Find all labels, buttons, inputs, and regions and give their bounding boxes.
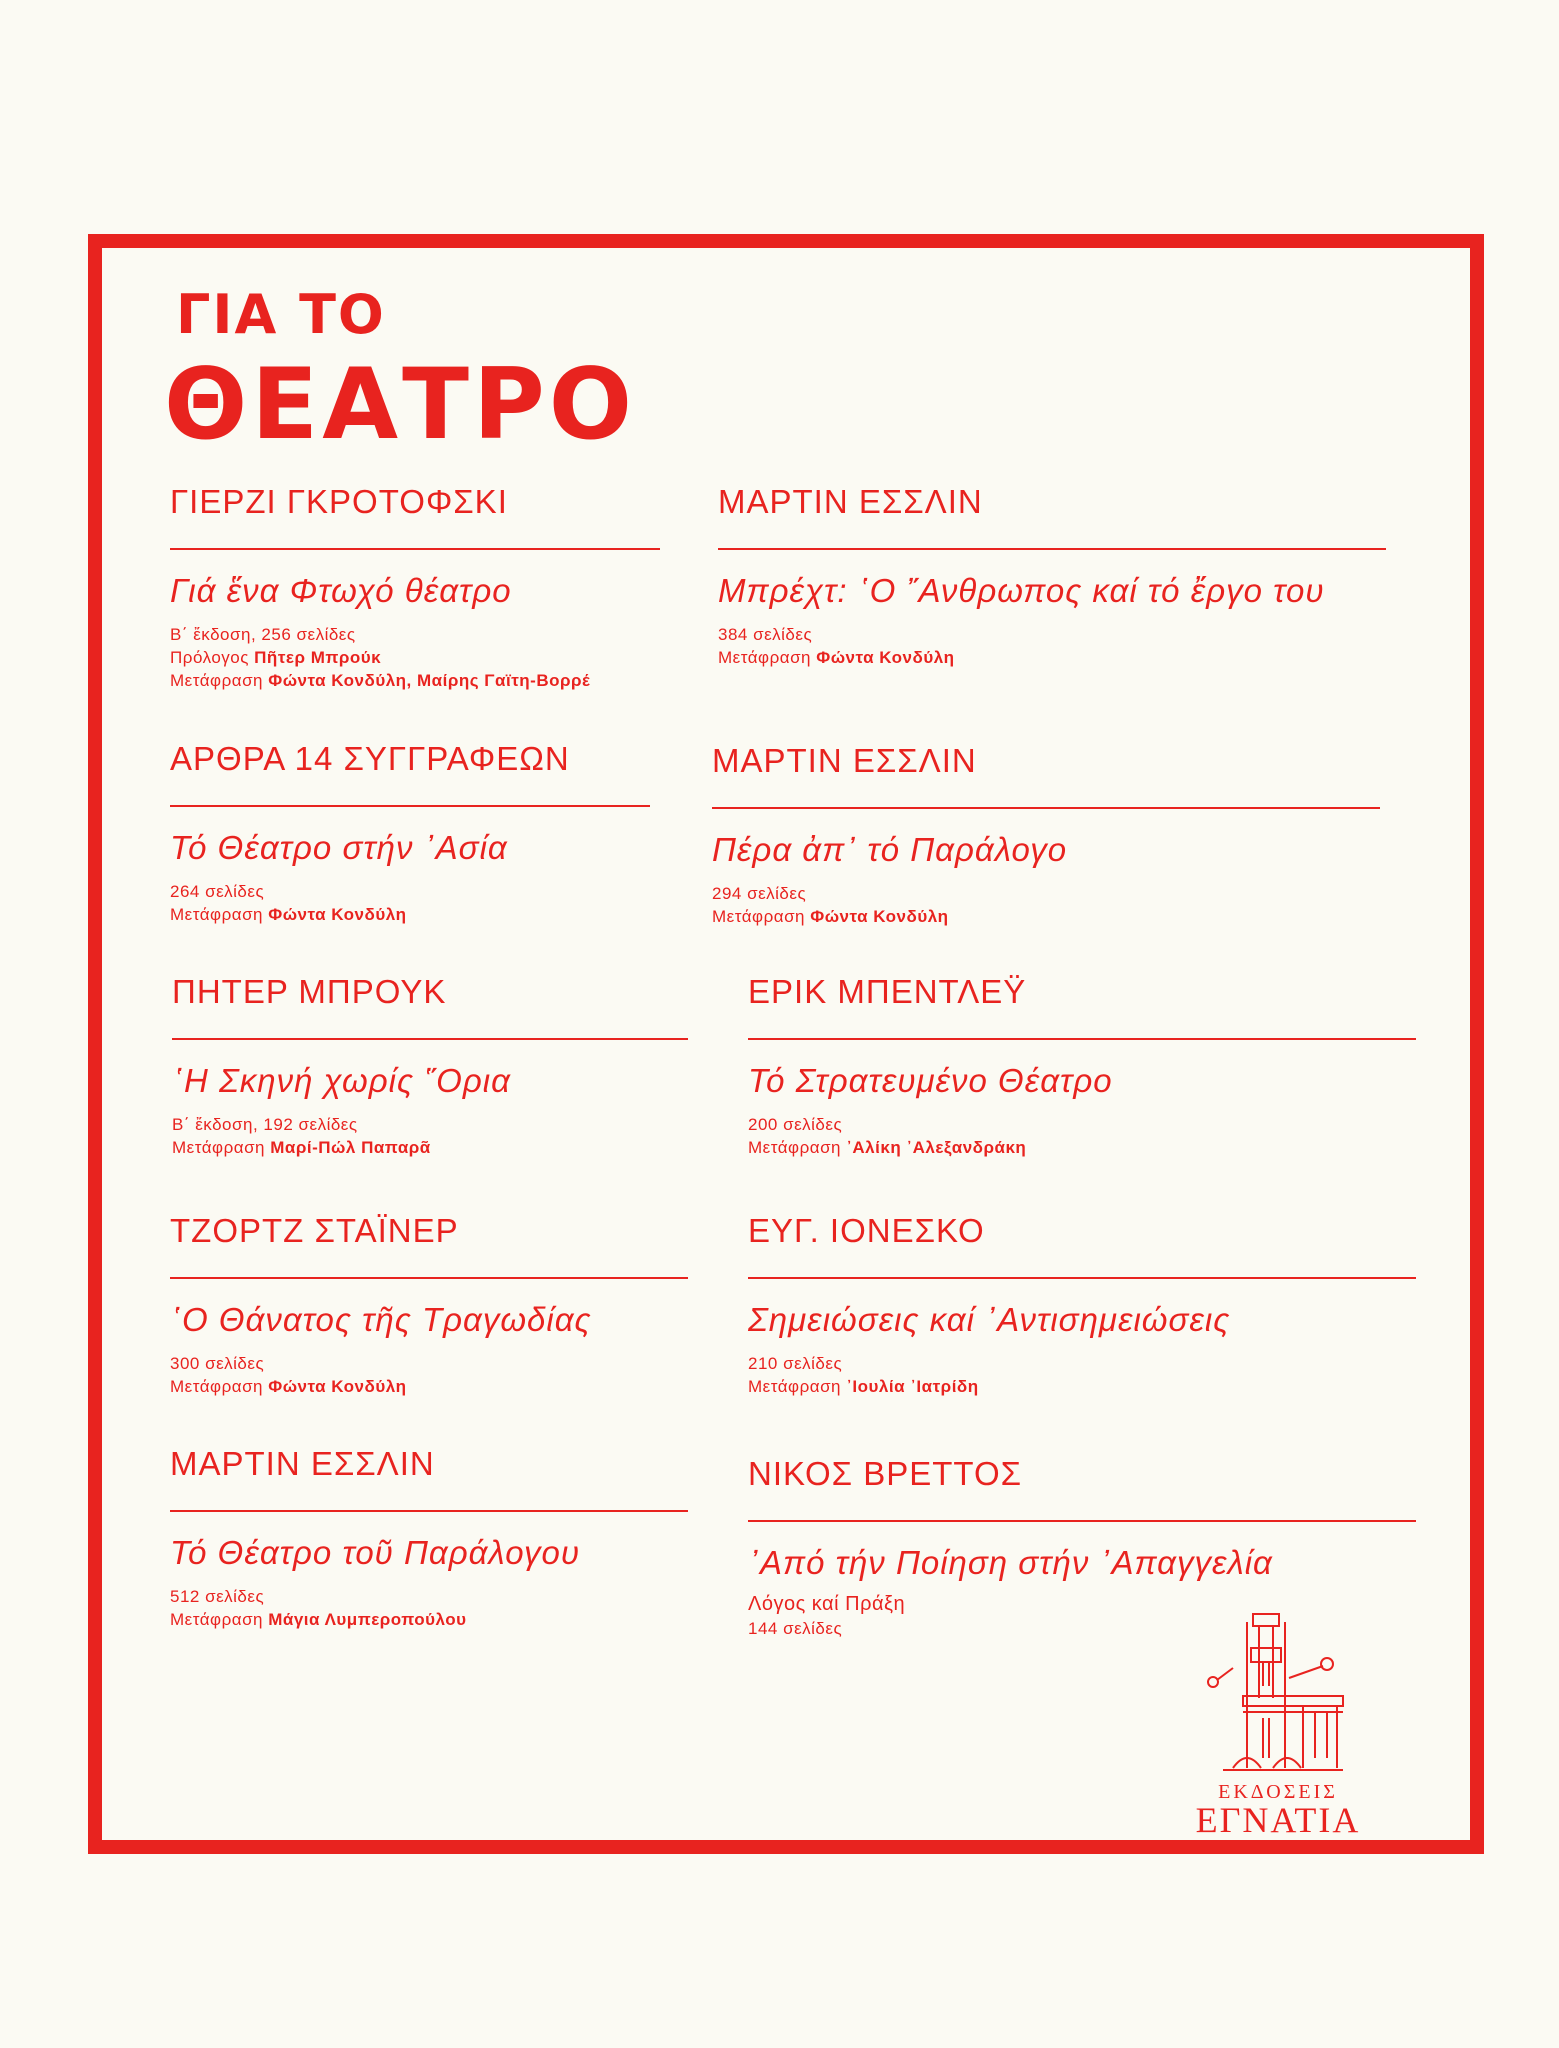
book-title: Πέρα ἀπ᾽ τό Παράλογο [712,831,1068,868]
book-entry [712,744,1380,928]
book-entry [748,1214,1416,1398]
divider [748,1277,1416,1279]
book-title: Τό Στρατευμένο Θέατρο [748,1062,1113,1099]
publisher-name: ΕΓΝΑΤΙΑ [1195,1800,1361,1840]
book-author: ΓΙΕΡΖΙ ΓΚΡΟΤΟΦΣΚΙ [170,483,508,520]
book-entry [170,1214,688,1398]
book-detail: Μετάφραση Φώντα Κονδύλη [170,1377,407,1396]
book-detail: Μετάφραση Φώντα Κονδύλη [170,905,407,924]
book-entry [170,485,660,692]
book-detail: Μετάφραση ᾽Αλίκη ᾽Αλεξανδράκη [748,1138,1027,1157]
book-subtitle: Λόγος καί Πράξη [748,1593,906,1615]
book-detail: 264 σελίδες [170,882,265,901]
divider [712,807,1380,809]
divider [170,1510,688,1512]
book-detail: 144 σελίδες [748,1619,843,1638]
book-detail: Πρόλογος Πῆτερ Μπρούκ [170,648,382,667]
book-detail: Μετάφραση ᾽Ιουλία ᾽Ιατρίδη [748,1377,979,1396]
divider [172,1038,688,1040]
book-author: ΕΥΓ. ΙΟΝΕΣΚΟ [748,1212,985,1249]
book-title: ῾Η Σκηνή χωρίς ῞Ορια [172,1062,511,1099]
book-title: Τό Θέατρο τοῦ Παράλογου [170,1534,580,1571]
divider [718,548,1386,550]
book-author: ΤΖΟΡΤΖ ΣΤΑΪΝΕΡ [170,1212,459,1249]
book-author: ΜΑΡΤΙΝ ΕΣΣΛΙΝ [718,483,983,520]
divider [748,1038,1416,1040]
publisher-logo [1178,1608,1378,1840]
book-author: ΕΡΙΚ ΜΠΕΝΤΛΕΫ [748,973,1027,1010]
book-detail: 384 σελίδες [718,625,813,644]
book-detail: Μετάφραση Φώντα Κονδύλη [718,648,955,667]
divider [170,1277,688,1279]
book-title: Μπρέχτ: ῾Ο ῎Ανθρωπος καί τό ἔργο του [718,572,1325,609]
book-author: ΝΙΚΟΣ ΒΡΕΤΤΟΣ [748,1455,1023,1492]
book-author: ΑΡΘΡΑ 14 ΣΥΓΓΡΑΦΕΩΝ [170,740,570,777]
book-entry [170,1447,688,1631]
book-detail: Μετάφραση Μαρί-Πώλ Παπαρᾶ [172,1138,431,1157]
book-detail: 294 σελίδες [712,884,807,903]
book-detail: 210 σελίδες [748,1354,843,1373]
book-title: ῾Ο Θάνατος τῆς Τραγωδίας [170,1301,592,1338]
divider [170,548,660,550]
page-title: ΘΕΑΤΡΟ [164,348,637,462]
book-detail: Μετάφραση Φώντα Κονδύλη, Μαίρης Γαϊτη-Βορρέ [170,671,591,690]
heading-line1: ΓΙΑ ΤΟ [176,283,386,346]
book-author: ΠΗΤΕΡ ΜΠΡΟΥΚ [172,973,447,1010]
book-title: Γιά ἕνα Φτωχό θέατρο [170,572,512,609]
book-detail: 300 σελίδες [170,1354,265,1373]
book-entry [170,742,650,926]
book-entry [718,485,1404,669]
divider [748,1520,1416,1522]
book-detail: Μετάφραση Μάγια Λυμπεροπούλου [170,1610,467,1629]
book-detail: 200 σελίδες [748,1115,843,1134]
book-entry [172,975,688,1159]
book-title: Τό Θέατρο στήν ᾽Ασία [170,829,508,866]
book-detail: Μετάφραση Φώντα Κονδύλη [712,907,949,926]
book-author: ΜΑΡΤΙΝ ΕΣΣΛΙΝ [712,742,977,779]
book-detail: 512 σελίδες [170,1587,265,1606]
book-title: Σημειώσεις καί ᾽Αντισημειώσεις [748,1301,1231,1338]
book-detail: Β΄ ἔκδοση, 192 σελίδες [172,1115,358,1134]
book-entry [748,975,1416,1159]
book-author: ΜΑΡΤΙΝ ΕΣΣΛΙΝ [170,1445,435,1482]
divider [170,805,650,807]
book-title: ᾽Από τήν Ποίηση στήν ᾽Απαγγελία [748,1544,1273,1581]
publisher-label: ΕΚΔΟΣΕΙΣ [1218,1781,1338,1803]
printing-press-icon [1178,1608,1378,1778]
book-detail: Β΄ ἔκδοση, 256 σελίδες [170,625,356,644]
